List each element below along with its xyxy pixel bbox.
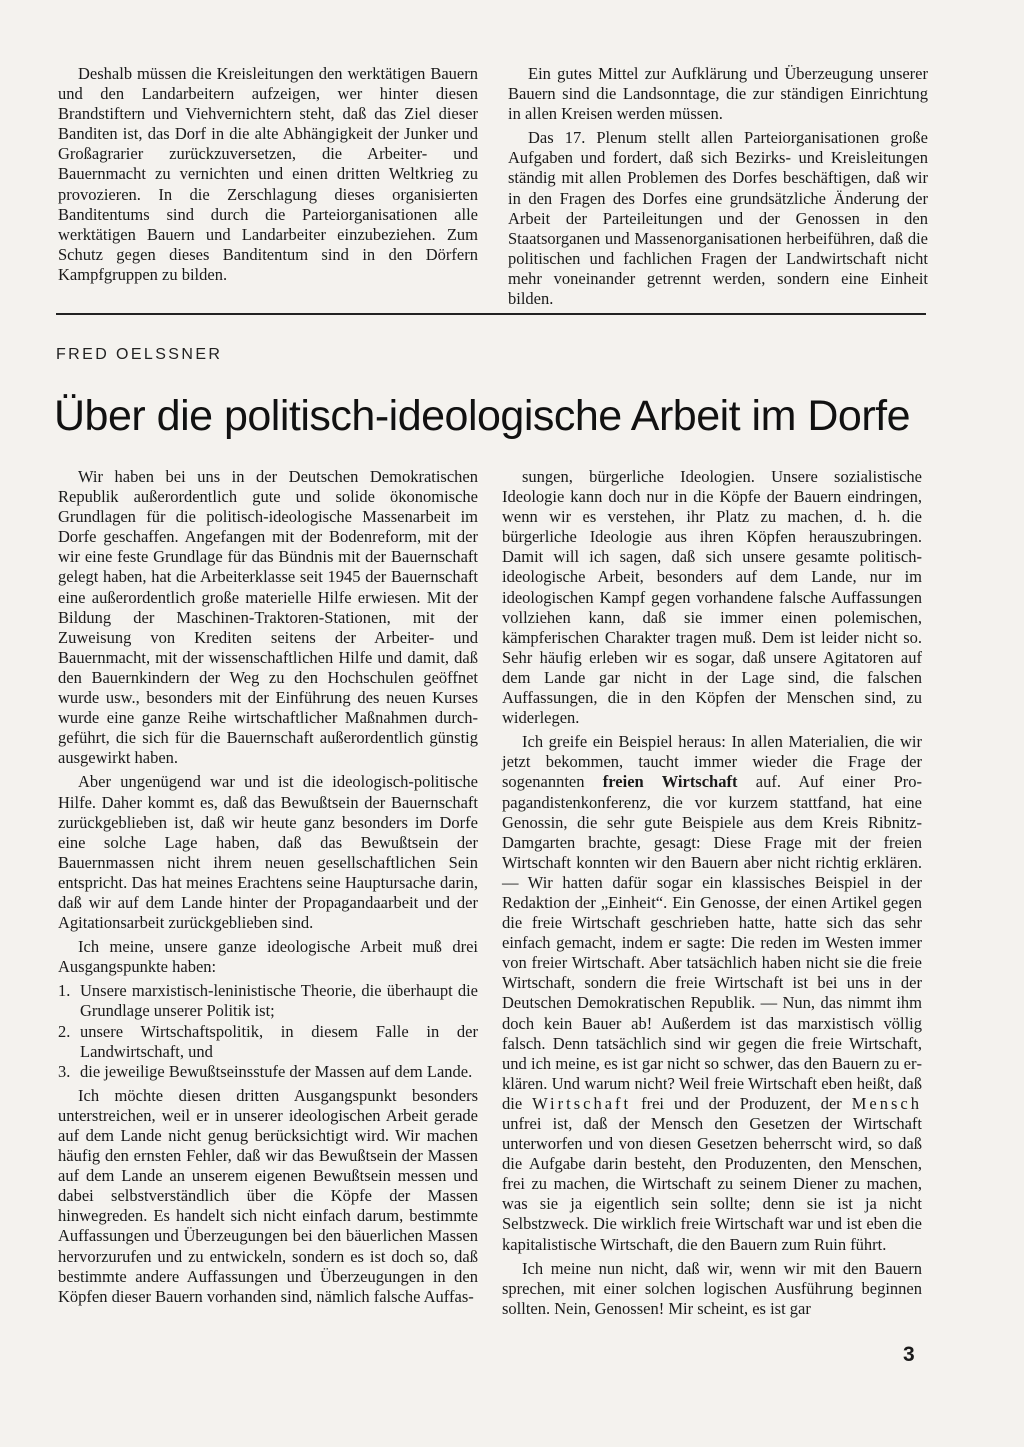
article-paragraph: Ich meine, unsere ganze ideologische Arbeit muß drei Ausgangspunkte haben: (58, 937, 478, 977)
section-divider (56, 313, 926, 315)
list-item (58, 981, 478, 1021)
top-left-column (58, 64, 478, 289)
top-right-paragraph-2: Das 17. Plenum stellt allen Parteiorganisationen große Aufgaben und fordert, daß sich Bezirks- und Kreisleitungen ständig mit allen Problemen des Dorfes beschäftigen, daß wir in den Fragen des Dorfes eine grundsätzliche Änderung der Arbeit der Parteileitungen und der Genossen in den Staatsorganen und Massenorganisationen herbeiführen, daß die politischen und fachlichen Fragen der Landwirtschaft nicht mehr voneinander getrennt werden, sondern eine Einheit bilden. (508, 128, 928, 309)
list-item (58, 1062, 478, 1082)
list-item-number: 1. (58, 981, 71, 1001)
page-number: 3 (903, 1343, 915, 1366)
list-item-number: 2. (58, 1021, 71, 1041)
article-right-column (502, 467, 922, 1323)
article-paragraph: Ich möchte diesen dritten Ausgangspunkt besonders unterstreichen, weil er in unserer ideologischen Arbeit gerade auf dem Lande nicht genug berücksichtigt wird. Wir machen häufig den ernsten Fehler, daß wir das Bewußtsein der Massen auf dem Lande an unserem eigenen Bewußtsein messen und dabei selbstverständlich über die Köpfe der Massen hinwegreden. Es handelt sich nicht einfach darum, bestimmte Auffassungen und Überzeugungen bei den bäuerlichen Massen hervorzurufen und zu entwickeln, sondern es ist doch so, daß bestimmte andere Auffassungen und Überzeugungen in den Köpfen dieser Bauern vorhanden sind, nämlich falsche Auffas- (58, 1085, 478, 1306)
author-name: FRED OELSSNER (56, 346, 223, 363)
article-paragraph: sungen, bürgerliche Ideologien. Unsere sozialistische Ideologie kann doch nur in die Köpfe der Bauern eindringen, wenn wir es verstehen, ihr Platz zu machen, d. h. die bürgerliche Ideologie aus ihren Köpfen herauszubringen. Damit will ich sagen, daß sich unsere gesamte politisch-ideologische Arbeit, besonders auf dem Lande, nur im ideologischen Kampf gegen vorhandene falsche Auffassungen vollziehen kann, daß sie immer einen polemischen, kämpferischen Charakter tragen muß. Dem ist leider nicht so. Sehr häufig erleben wir es sogar, daß unsere Agitatoren auf dem Lande gar nicht in der Lage sind, die falschen Auffassungen, die in den Köpfen der Menschen sind, zu widerlegen. (502, 467, 922, 728)
text-run: frei und der Produzent, der (631, 1093, 852, 1113)
top-left-paragraph: Deshalb müssen die Kreisleitungen den werktätigen Bauern und den Landarbeitern aufzeigen, wer hinter diesen Brandstiftern und Viehvernichtern steht, daß das Ziel dieser Banditen ist, das Dorf in die alte Abhängigkeit der Junker und Großagrarier zurückzuversetzen, die Arbeiter- und Bauernmacht zu vernichten und einen dritten Weltkrieg zu provozieren. In die Zerschlagung dieses organisierten Banditentums sind durch die Parteiorganisationen alle werktätigen Bauern und Landarbeiter einzubeziehen. Zum Schutz gegen dieses Banditentum sind in den Dörfern Kampfgruppen zu bilden. (58, 64, 478, 284)
article-left-column (58, 467, 478, 1311)
article-paragraph: Wir haben bei uns in der Deutschen Demokratischen Republik außerordentlich gute und solide ökonomische Grundlagen für die politisch-ideologische Massenarbeit im Dorfe geschaffen. Angefangen mit der Bodenreform, mit der wir eine feste Grundlage für das Bündnis mit der Bauernschaft gelegt haben, hat die Arbeiterklasse seit 1945 der Bauernschaft eine außerordentlich große materielle Hilfe erwiesen. Mit der Bildung der Maschinen-Traktoren-Stationen, mit der Zuweisung von Krediten seitens der Arbeiter- und Bauernmacht, mit der wissenschaftlichen Hilfe und damit, daß den Bauernkindern der Weg zu den Hochschulen geöffnet wurde usw., besonders mit der Einführung des neuen Kurses wurde eine ganze Reihe wirtschaftlicher Maßnahmen durchgeführt, die sich für die Bauernschaft außerordentlich günstig ausgewirkt haben. (58, 467, 478, 768)
bold-term: freien Wirtschaft (602, 772, 738, 792)
spaced-term: Wirtschaft (532, 1093, 632, 1113)
top-right-column (508, 64, 928, 313)
article-paragraph: Ich meine nun nicht, daß wir, wenn wir mit den Bauern sprechen, mit einer solchen logischen Ausführung beginnen sollten. Nein, Genossen! Mir scheint, es ist gar (502, 1258, 922, 1318)
article-paragraph-example (502, 732, 922, 1254)
article-paragraph: Aber ungenügend war und ist die ideologisch-politische Hilfe. Daher kommt es, daß das Bewußtsein der Bauernschaft zurückgeblieben ist, daß wir heute ganz besonders im Dorfe eine solche Lage haben, daß das Bewußtsein der Bauernmassen nicht ihrem neuen gesellschaftlichen Sein entspricht. Das hat meines Erachtens seine Hauptursache darin, daß wir auf dem Lande hinter der Propagandaarbeit und der Agitationsarbeit zurückgeblieben sind. (58, 772, 478, 933)
text-run: auf. Auf einer Propagandistenkonferenz, die vor kurzem stattfand, hat eine Genossin, die sehr gute Beispiele aus dem Kreis Ribnitz-Damgarten brachte, gesagt: Diese Frage mit der freien Wirtschaft konnten wir den Bauern aber nicht richtig erklären. — Wir hatten dafür sogar ein klassisches Beispiel in der Redaktion der „Einheit“. Ein Genosse, der einen Artikel gegen die freie Wirtschaft geschrieben hatte, hatte sich das sehr einfach gemacht, indem er sagte: Die reden im Westen immer von freier Wirtschaft. Aber tatsächlich haben nicht sie die freie Wirtschaft, sondern die freie Wirtschaft ist bei uns in der Deutschen Demokratischen Republik. — Nun, das nimmt ihm doch kein Bauer ab! Außerdem ist das marxistisch völlig falsch. Denn tatsächlich sind wir gegen die freie Wirtschaft, und ich meine, es ist gar nicht so schwer, das den Bauern zu erklären. Und warum nicht? Weil freie Wirtschaft eben heißt, daß die (502, 772, 923, 1113)
text-run: unfrei ist, daß der Mensch den Gesetzen der Wirtschaft unterworfen und von diesen Gesetzen beherrscht wird, so daß die Aufgabe darin besteht, den Produzenten, den Menschen, frei zu machen, die Wirtschaft zu seinem Diener zu machen, was sie ja eigentlich sein sollte; denn sie ist ja nicht Selbstzweck. Die wirklich freie Wirtschaft war und ist eben die kapitalistische Wirtschaft, die den Bauern zum Ruin führt. (502, 1114, 922, 1254)
list-item (58, 1022, 478, 1062)
spaced-term: Mensch (851, 1093, 922, 1113)
list-item-text: unsere Wirtschaftspolitik, in diesem Falle in der Landwirtschaft, und (80, 1021, 478, 1061)
list-item-text: die jeweilige Bewußtseinsstufe der Massen auf dem Lande. (80, 1061, 473, 1081)
list-item-number: 3. (58, 1061, 71, 1081)
text-run: Ich greife ein Beispiel heraus: In allen Materialien, die wir jetzt bekommen, taucht immer wieder die Frage der sogenannten (502, 732, 922, 792)
starting-points-list (58, 981, 478, 1081)
list-item-text: Unsere marxistisch-leninistische Theorie, die überhaupt die Grundlage unserer Politik ist; (80, 981, 478, 1021)
article-title: Über die politisch-ideologische Arbeit im Dorfe (54, 392, 911, 440)
top-right-paragraph-1: Ein gutes Mittel zur Aufklärung und Überzeugung unserer Bauern sind die Landsonntage, die zur ständigen Einrichtung in allen Kreisen werden müssen. (508, 64, 928, 124)
